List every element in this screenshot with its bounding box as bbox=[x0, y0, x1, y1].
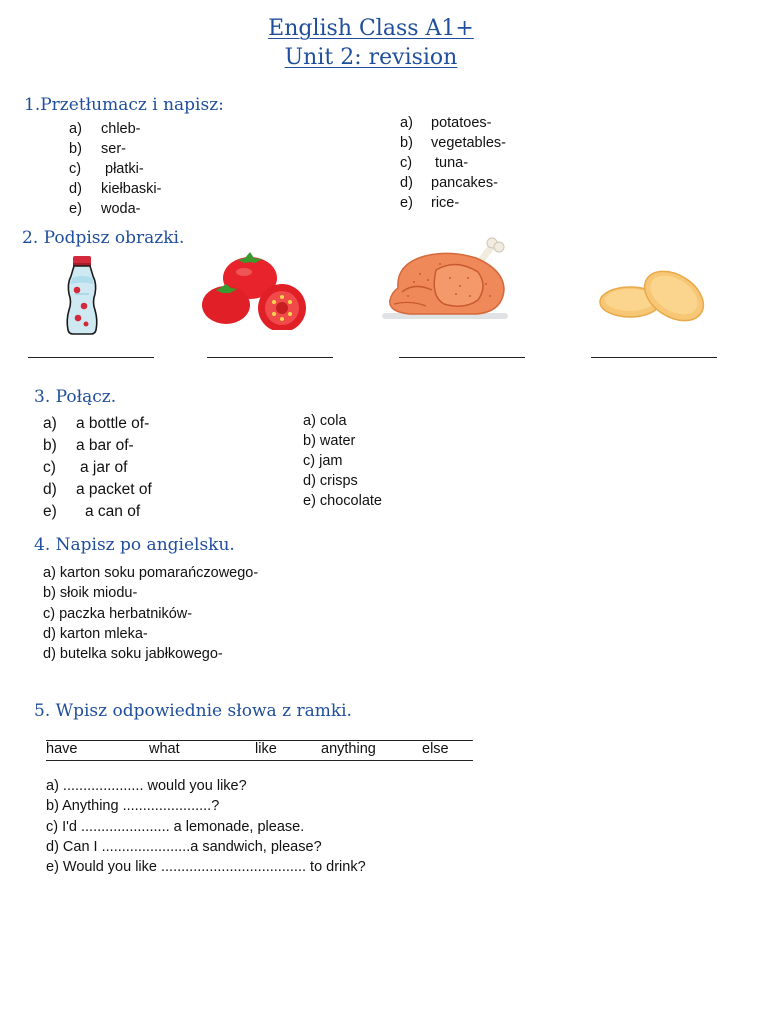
list-item: d) butelka soku jabłkowego- bbox=[43, 646, 223, 663]
title-line-2: Unit 2: revision bbox=[284, 45, 458, 70]
list-item: e) chocolate bbox=[303, 493, 382, 509]
list-item: c) płatki- bbox=[69, 161, 144, 177]
section-1-right-list bbox=[400, 113, 506, 213]
list-item: d) pancakes- bbox=[400, 175, 498, 191]
list-item: d) crisps bbox=[303, 473, 358, 489]
answer-line-4[interactable] bbox=[591, 357, 717, 358]
sentence-item: a) .................... would you like? bbox=[46, 778, 247, 794]
list-item: d) kiełbaski- bbox=[69, 181, 162, 197]
word-what: what bbox=[149, 741, 180, 757]
list-item: c) a jar of bbox=[43, 459, 128, 476]
list-item: b) a bar of- bbox=[43, 437, 134, 454]
section-4-heading: 4. Napisz po angielsku. bbox=[34, 535, 235, 555]
list-item: c) jam bbox=[303, 453, 343, 469]
list-item: c) paczka herbatników- bbox=[43, 605, 193, 622]
sentence-item: b) Anything ......................? bbox=[46, 798, 220, 815]
section-1-number: 1. bbox=[24, 95, 41, 115]
list-item: e) woda- bbox=[69, 201, 141, 217]
list-item: a) cola bbox=[303, 413, 347, 429]
list-item: b) słoik miodu- bbox=[43, 585, 138, 602]
roast-chicken-icon bbox=[380, 234, 516, 324]
answer-line-1[interactable] bbox=[28, 357, 154, 358]
sentence-item: d) Can I ......................a sandwich, please? bbox=[46, 838, 322, 855]
section-1-left-list bbox=[69, 119, 162, 219]
list-item: b) vegetables- bbox=[400, 135, 506, 151]
section-2-heading: 2. Podpisz obrazki. bbox=[22, 228, 185, 248]
section-5-sentences bbox=[46, 776, 366, 877]
list-item: c) tuna- bbox=[400, 155, 469, 171]
list-item: e) rice- bbox=[400, 195, 460, 211]
word-box-bottom-line bbox=[46, 760, 473, 761]
bottle-icon bbox=[62, 254, 102, 336]
tomatoes-icon bbox=[200, 250, 312, 330]
section-5-heading: 5. Wpisz odpowiednie słowa z ramki. bbox=[34, 701, 352, 721]
answer-line-2[interactable] bbox=[207, 357, 333, 358]
word-anything: anything bbox=[321, 741, 376, 757]
section-1-title: Przetłumacz i napisz: bbox=[40, 95, 224, 115]
section-3-heading: 3. Połącz. bbox=[34, 387, 117, 407]
section-4-list bbox=[43, 563, 258, 664]
section-3-left-list bbox=[43, 413, 152, 523]
word-have: have bbox=[46, 741, 78, 757]
list-item: a) chleb- bbox=[69, 121, 141, 137]
word-like: like bbox=[255, 741, 277, 757]
answer-line-3[interactable] bbox=[399, 357, 525, 358]
list-item: d) karton mleka- bbox=[43, 625, 148, 642]
sentence-item: e) Would you like .................................... to drink? bbox=[46, 859, 366, 876]
list-item: b) water bbox=[303, 433, 356, 449]
list-item: a) a bottle of- bbox=[43, 415, 150, 432]
pancakes-icon bbox=[598, 268, 710, 324]
title-line-1: English Class A1+ bbox=[268, 16, 474, 41]
word-else: else bbox=[422, 741, 449, 757]
list-item: a) potatoes- bbox=[400, 115, 492, 131]
sentence-item: c) I'd ...................... a lemonade, please. bbox=[46, 818, 305, 835]
list-item: d) a packet of bbox=[43, 481, 152, 498]
list-item: b) ser- bbox=[69, 141, 126, 157]
section-3-right-list bbox=[303, 411, 382, 511]
list-item: e) a can of bbox=[43, 503, 141, 520]
list-item: a) karton soku pomarańczowego- bbox=[43, 565, 259, 581]
section-1-heading bbox=[24, 95, 224, 115]
